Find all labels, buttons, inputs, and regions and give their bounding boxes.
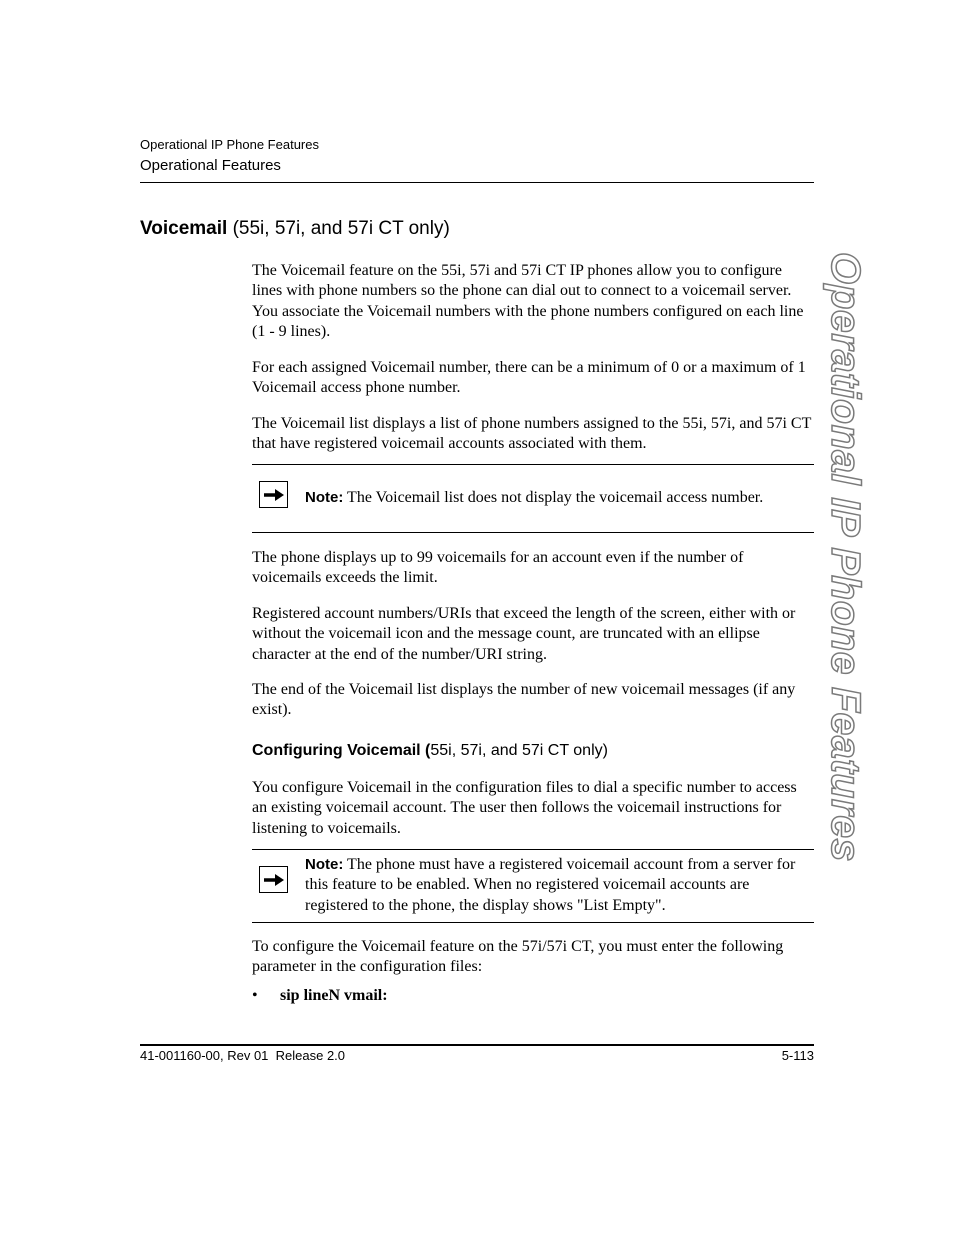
header-divider (140, 182, 814, 183)
running-header-section: Operational Features (140, 157, 281, 174)
side-tab-chapter-title: Operational IP Phone Features (823, 252, 869, 862)
right-arrow-icon (259, 866, 288, 893)
parameter-name: sip lineN vmail: (280, 987, 388, 1004)
note-2 (305, 855, 814, 916)
note-2-text: The phone must have a registered voicemail account from a server for this feature to be enabled. When no registered voicemail accounts are registered to the phone, the display shows "List Empty". (305, 856, 796, 914)
right-arrow-icon (259, 481, 288, 508)
note-2-bottom-rule (252, 922, 814, 923)
note-1 (305, 488, 814, 508)
note-1-top-rule (252, 464, 814, 465)
paragraph-intro: The Voicemail feature on the 55i, 57i and 57i CT IP phones allow you to configure lines with phone numbers so the phone can dial out to connect to a voicemail server. You associate the Voicemail numbers with the phone numbers configured on each line (1 - 9 lines). (252, 262, 804, 340)
section-title-bold: Voicemail (140, 218, 228, 239)
subsection-title (252, 742, 608, 760)
paragraph-list: The Voicemail list displays a list of phone numbers assigned to the 55i, 57i, and 57i CT that have registered voicemail accounts associated with them. (252, 415, 812, 453)
section-title-rest: (55i, 57i, and 57i CT only) (227, 218, 450, 239)
paragraph-99-voicemails: The phone displays up to 99 voicemails for an account even if the number of voicemails exceeds the limit. (252, 549, 744, 587)
footer-document-id: 41-001160-00, Rev 01 Release 2.0 (140, 1048, 346, 1063)
note-1-label: Note: (305, 489, 344, 506)
paragraph-truncation: Registered account numbers/URIs that exceed the length of the screen, either with or without the voicemail icon and the message count, are truncated with an ellipse character at the end of the number/URI string. (252, 605, 796, 663)
subsection-title-rest: 55i, 57i, and 57i CT only) (430, 742, 608, 759)
paragraph-configure: You configure Voicemail in the configuration files to dial a specific number to access an existing voicemail account. The user then follows the voicemail instructions for listening to voicemails. (252, 779, 797, 837)
paragraph-list-end: The end of the Voicemail list displays the number of new voicemail messages (if any exist). (252, 681, 796, 719)
footer-page-number: 5-113 (781, 1048, 814, 1063)
footer-divider (140, 1044, 814, 1046)
bullet-symbol: • (252, 987, 258, 1004)
parameter-bullet (252, 987, 388, 1005)
running-header-chapter: Operational IP Phone Features (140, 137, 319, 152)
section-title (140, 218, 450, 240)
subsection-title-bold: Configuring Voicemail ( (252, 742, 431, 759)
note-2-top-rule (252, 849, 814, 850)
paragraph-min-max: For each assigned Voicemail number, there can be a minimum of 0 or a maximum of 1 Voicemail access phone number. (252, 359, 806, 397)
note-1-text: The Voicemail list does not display the voicemail access number. (343, 489, 764, 506)
paragraph-parameter: To configure the Voicemail feature on the 57i/57i CT, you must enter the following parameter in the configuration files: (252, 938, 784, 976)
note-1-bottom-rule (252, 532, 814, 533)
note-2-label: Note: (305, 856, 344, 873)
